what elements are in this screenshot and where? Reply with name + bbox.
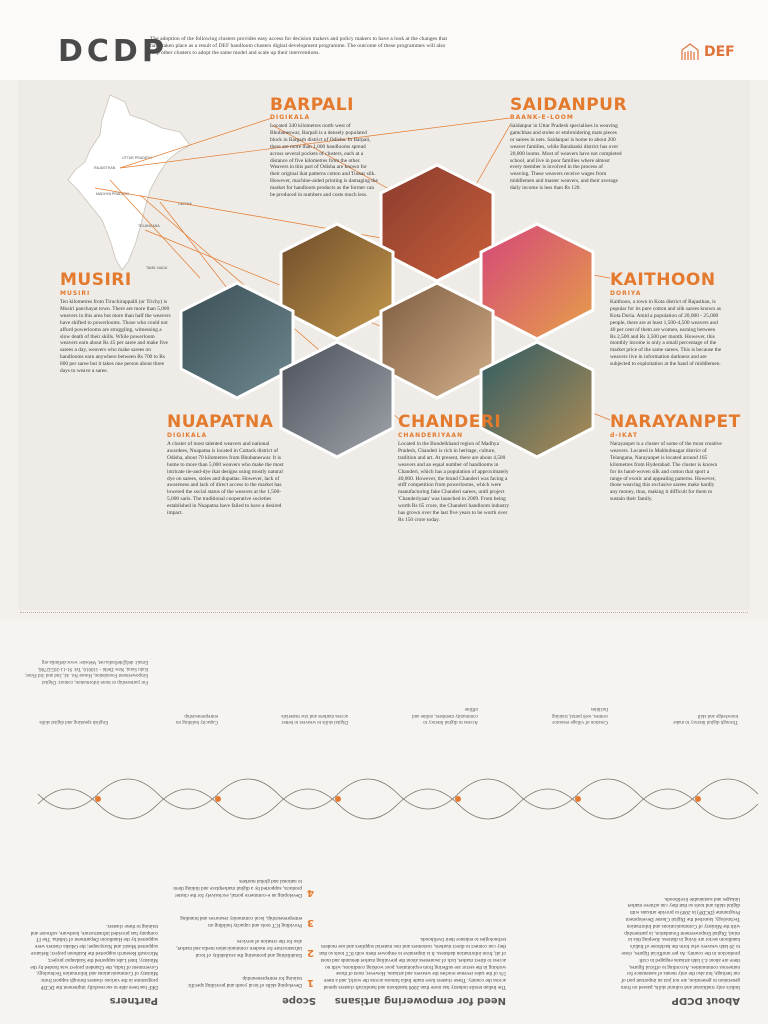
motif-label-4: Digital skills to weavers to better access markets and raw materials <box>281 712 348 724</box>
photo-narayanpet-weaver <box>481 342 593 457</box>
map-label-rajasthan: RAJASTHAN <box>94 166 116 170</box>
scope-num-1: 1 <box>307 977 314 988</box>
photo-barpali-weaver <box>281 224 393 339</box>
dcdp-logo: DCDP <box>58 34 168 69</box>
cluster-title-nuapatna: NUAPATNA <box>167 412 274 432</box>
cluster-text-musiri: Ten kilometres from Tiruchirappalli (or Trichy) is Musiri panchayat town. There are more than 5,000 weavers in this area but more than half the weavers have shifted to powerlooms. Those who could not afford powerlooms are struggling, witnessing a slow death of their skills. While powerloom weavers earn about Rs 45 per saree and make five sarees a day, weavers who make sarees on handlooms earn anywhere between Rs 700 to Rs 800 per saree but it takes one person about three days to weave a saree. <box>60 299 171 375</box>
cluster-text-barpali: Located 340 kilometres north west of Bhubaneswar, Barpali is a densely populated block in Bargarh district of Odisha. In Barpali, there are more than 1,000 handlooms spread across several pockets of clusters, each at a distance of five kilometres from the other. Weavers in this part of Odisha are known for their original ikat patterns cotton and Tussar silk. However, machine-aided printing is damaging the market for handloom products as the former can be produced in numbers and costs much less. <box>270 123 378 199</box>
cluster-craft-nuapatna: DIGIKALA <box>167 432 208 439</box>
map-label-odisha: ODISHA <box>178 202 192 206</box>
about-title: About DCDP <box>671 995 740 1006</box>
cluster-text-chanderi: Located in the Bundelkhand region of Madhya Pradesh, Chanderi is rich in heritage, culture, tradition and art. At present, there are about 4,500 weavers and an equal number of handlooms in Chanderi, which has a population of approximately 40,000. However, the brand Chanderi was facing a stiff competition from powerlooms, which were manufacturing fake Chanderi sarees, until project 'Chanderiyaan' was launched in 2009. From being worth Rs 65 crore, the Chanderi handloom industry has grown over the last five years to be worth over Rs 150 crore today. <box>398 441 510 523</box>
cluster-text-kaithoon: Kaithoon, a town in Kota district of Rajasthan, is popular for its pure cotton and silk sarees known as Kota Doria. Amid a population of 20,000 - 25,000 people, there are at least 1,500-4,500 weavers and 40 per cent of them are women, earning between Rs 2,500 and Rs 3,500 per month. However, this monthly income is only a small percentage of the market price of the same sarees. This is because the weavers live in information darkness and are subjected to exploitation at the hand of middlemen. <box>610 299 722 368</box>
photo-saidanpur-weaver <box>381 165 493 281</box>
scope-item-3: Providing ICT tools and capacity building on entrepreneurship, local community resources and branding <box>180 915 302 928</box>
photo-musiri-looms <box>181 283 293 398</box>
scope-num-4: 4 <box>307 887 314 898</box>
cluster-text-saidanpur: Saidanpur in Uttar Pradesh specialises in weaving gamchhas and stoles or embroidering mats pieces or sarees in nets. Saidanpur is home to about 200 weaver families, while Barabanki district has over 20,000 looms. Most of weavers have not completed school, and live in poor families where almost every member is involved in the process of weaving. These weavers receive wages from middlemen and master weavers, and their average daily income is less than Rs 120. <box>510 123 622 192</box>
photo-nuapatna-weaver <box>281 342 393 457</box>
map-label-mp: MADHYA PRADESH <box>96 192 130 196</box>
cluster-title-kaithoon: KAITHOON <box>610 270 716 290</box>
cluster-title-barpali: BARPALI <box>270 95 354 115</box>
need-title: Need for empowering artisans <box>334 995 506 1006</box>
craft-motif-band <box>0 734 768 864</box>
map-label-up: UTTAR PRADESH <box>122 156 153 160</box>
lower-panel <box>0 620 768 1024</box>
cluster-craft-musiri: MUSIRI <box>60 290 91 297</box>
cluster-craft-narayanpet: d-IKAT <box>610 432 638 439</box>
def-logo-text: DEF <box>704 44 735 60</box>
partners-text: DEF has been able to successfully implement the DCDP programme in the various clusters through support from: Ministry of Communications and Information Technology, Government of India, the Chanderi project was funded by the Ministry; Intel Labs supported the Saidanpur project; Microsoft Research supported the Kaithoon project; Reliance supported Musiri and Narayanpet; the Odisha clusters were supported by the Handloom Department of Odisha. The IT company has provided infrastructure, hardware, software and training to these clusters. <box>30 922 158 990</box>
cluster-craft-saidanpur: BAANK-E-LOOM <box>510 114 574 121</box>
cluster-craft-chanderi: CHANDERIYAAN <box>398 432 464 439</box>
partners-title: Partners <box>109 995 158 1006</box>
fold-divider <box>20 612 748 613</box>
cluster-craft-kaithoon: DORIYA <box>610 290 642 297</box>
contact-info: For partnership or more information, contact: Digital Empowerment Foundation, House No. 44, 2nd and 3rd Floor, Kalu Sarai, New Delhi - 110016, Tel: 91-11-26532786, Email: def@defindia.net, Website: www.defindia.org <box>24 659 148 684</box>
cluster-title-chanderi: CHANDERI <box>398 412 502 432</box>
scope-num-2: 2 <box>307 947 314 958</box>
cluster-text-narayanpet: Narayanpet is a cluster of some of the most creative weavers. Located in Mahbubnagar district of Telangana, Narayanpet is located around 165 kilometres from Hyderabad. The cluster is known for its hand-woven silk and cotton that sport a range of exotic and appealing patterns. However, those weaving this exclusive sarees make hardly any money, thus, making it difficult for them to sustain their family. <box>610 441 722 503</box>
scope-item-4: Developing an e-commerce portal, exclusively for the cluster products, supported by a digital marketplace and linking them to national and global markets <box>173 878 302 898</box>
motif-label-3: Access to digital literacy to community members, online and offline <box>412 706 478 724</box>
scope-title: Scope <box>282 995 316 1006</box>
motif-label-6: English speaking and digital skills <box>39 719 108 724</box>
scope-num-3: 3 <box>307 917 314 928</box>
scope-item-2: Establishing and promoting the availability of local infrastructure for modern communication media and market, also for the creation of services <box>176 938 302 958</box>
cluster-title-saidanpur: SAIDANPUR <box>510 95 628 115</box>
cluster-title-narayanpet: NARAYANPET <box>610 412 741 432</box>
scope-item-1: Developing skills of local youth and providing specific training for entrepreneurship <box>187 975 302 988</box>
intro-paragraph: The adoption of the following clusters provides easy access for decision makers and policy makers to have a look at the changes that have taken place as a result of DEF handloom clusters digital development programme. The outcome of these programmes will also help other clusters to adopt the same model and scale up their interventions. <box>150 36 447 57</box>
motif-label-5: Capacity building on entrepreneurship <box>176 712 218 724</box>
about-text: India's only traditional and cultural skills, passed on from generation to generation, are not just an important part of our heritage, but also the only means of sustenance for numerous communities. According to official figures, there are about 4.3 lakh artisans engaged in craft production in the country. As per unofficial figures, close to 20 lakh weavers who form the backbone of India's handloom sector are living in distress. Keeping this in mind, Digital Empowerment Foundation, in partnership with the Ministry of Communications and Information Technology, launched the Digital Cluster Development Programme (DCDP) in 2009 to provide artisans with digital skills and tools so that they can achieve market linkages and sustainable livelihoods. <box>620 895 740 990</box>
cluster-craft-barpali: DIGIKALA <box>270 114 311 121</box>
cluster-title-musiri: MUSIRI <box>60 270 132 290</box>
cluster-text-nuapatna: A cluster of most talented weavers and national awardees, Nuapatna is located in Cuttack district of Odisha, about 70 kilometres from Bhubaneswar. It is home to more than 5,000 weavers who make the most intricate tie-and-dye ikat designs using mostly natural dye on sarees, stoles and dupattas. However, lack of awareness and lack of direct access to the market has lowered the social status of the weavers at the 1,500-5,000 saris. The traditional cooperative societies established in Nuapatna have failed to have a desired impact. <box>167 441 284 517</box>
need-text: The Indian textile industry has more than 2000 handloom and handicraft clusters spread across the country. These clusters have made India famous across the world, and a mere 5% of the sales revenue reaches the weavers and artisans. However, most of those working in the sector are suffering from exploitation, poor working conditions, with no access to direct market, lack of awareness about the prevailing market demands and most of all, from information darkness. It is imperative to empower them with ICT tools so that they can connect to direct markets, customers and raw material suppliers and use modern technologies to enhance their livelihoods. <box>319 936 506 990</box>
map-label-tamilnadu: TAMIL NADU <box>146 266 168 270</box>
inverted-content <box>0 620 768 1024</box>
motif-label-2: Creation of village resource centres, web portal, training facilities <box>552 706 608 724</box>
photo-chanderi-loom <box>381 283 493 398</box>
map-label-telangana: TELANGANA <box>138 224 160 228</box>
photo-loom-frames <box>481 224 593 339</box>
motif-label-1: Through digital literacy to make knowledge and skill <box>673 712 738 724</box>
